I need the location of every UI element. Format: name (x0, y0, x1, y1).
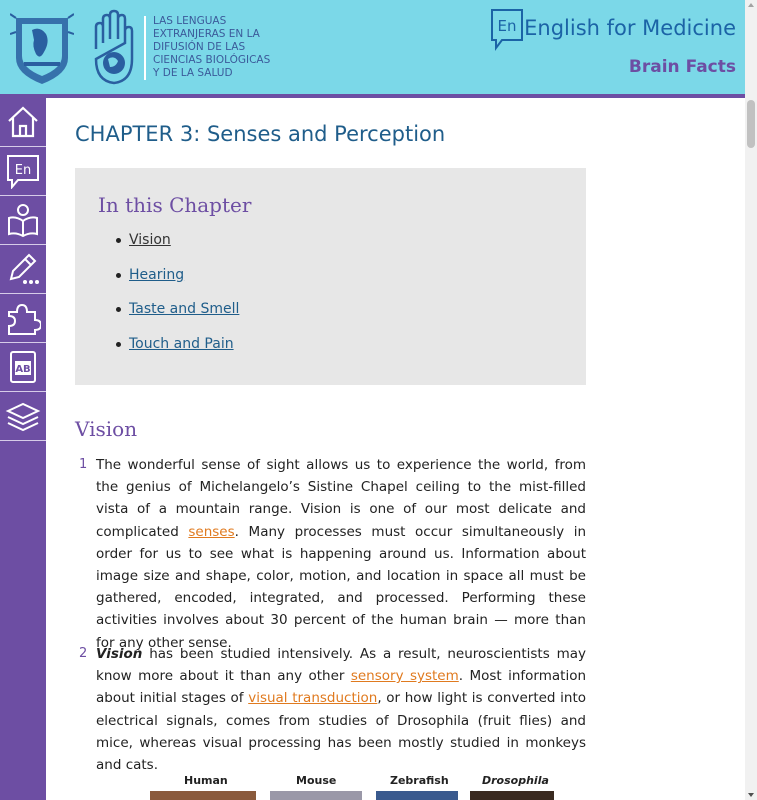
sidebar-item-english[interactable] (0, 147, 46, 196)
site-header (0, 0, 745, 98)
toc-item (129, 297, 239, 332)
scroll-up-arrow-icon[interactable] (748, 3, 754, 7)
figure-image-human (150, 791, 256, 800)
toc-list (129, 228, 239, 367)
reading-icon (5, 202, 41, 238)
layers-icon (5, 398, 41, 434)
dept-line: EXTRANJERAS EN LA (153, 28, 260, 40)
paragraph-number: 2 (79, 646, 88, 661)
emphasis-text: Vision (96, 646, 143, 662)
home-icon (5, 104, 41, 140)
figure-image-drosophila (470, 791, 554, 800)
figure-label: Human (184, 774, 228, 787)
dept-line: LAS LENGUAS (153, 15, 227, 27)
site-subtitle: Brain Facts (628, 57, 736, 77)
toc-title: In this Chapter (98, 193, 252, 217)
toc-item (129, 228, 239, 263)
sidebar-item-writing[interactable] (0, 245, 46, 294)
dept-line: DIFUSIÓN DE LAS (153, 41, 246, 53)
vertical-scrollbar[interactable] (745, 0, 757, 800)
paragraph (79, 643, 587, 776)
scrollbar-thumb[interactable] (747, 100, 755, 148)
toc-item (129, 332, 239, 367)
sidebar-item-home[interactable] (0, 98, 46, 147)
paragraph-text: . Most information about initial stages of (96, 668, 587, 707)
paragraph-text: . Many processes must occur simultaneously in order for us to see what is happening around us. Information about image size and shape, color, motion, and location in space all must be gathered, encoded, integrated, and processed. Performing these activities involves about 30 percent of the human brain — more than for any other sense. (96, 523, 587, 651)
glossary-term[interactable]: senses (188, 523, 235, 540)
hand-globe-logo (90, 9, 138, 85)
dictionary-icon (5, 349, 41, 385)
toc-link-vision[interactable]: Vision (129, 232, 171, 248)
dictionary-icon-text: AB (15, 364, 31, 375)
main-content (46, 98, 745, 800)
en-icon (5, 153, 41, 189)
glossary-term[interactable]: sensory system (350, 668, 459, 685)
paragraph-text: has been studied intensively. As a result, neuroscientists may know more about it than any other (96, 646, 586, 685)
section-title: Vision (75, 417, 138, 441)
pencil-icon (5, 251, 41, 287)
paragraph (79, 454, 587, 654)
en-icon-text: En (14, 163, 32, 178)
toc-item (129, 263, 239, 298)
speech-bubble-en-icon (489, 7, 525, 51)
header-divider (144, 16, 146, 80)
unam-seal-logo (10, 12, 74, 86)
figure-image-mouse (270, 791, 362, 800)
toc-link-hearing[interactable]: Hearing (129, 266, 185, 283)
site-title[interactable]: English for Medicine (524, 16, 736, 40)
figure-image-zebrafish (376, 791, 458, 800)
sidebar-nav (0, 98, 46, 800)
dept-line: CIENCIAS BIOLÓGICAS (153, 54, 271, 66)
brand-icon-text: En (497, 17, 517, 35)
toc-link-taste-smell[interactable]: Taste and Smell (129, 301, 240, 318)
glossary-term[interactable]: visual transduction (248, 690, 378, 707)
department-name (153, 15, 293, 80)
paragraph-text: , or how light is converted into electrical signals, comes from studies of Drosophila (fruit flies) and mice, whereas visual processing has been mostly studied in monkeys and cats. (96, 690, 586, 774)
puzzle-icon (5, 300, 41, 336)
chapter-title: CHAPTER 3: Senses and Perception (75, 122, 446, 146)
sidebar-item-exercises[interactable] (0, 294, 46, 343)
figure-label: Zebrafish (390, 774, 449, 787)
figure-label: Mouse (296, 774, 337, 787)
toc-link-touch-pain[interactable]: Touch and Pain (129, 336, 234, 353)
scroll-down-arrow-icon[interactable] (748, 793, 754, 797)
dept-line: Y DE LA SALUD (153, 67, 233, 79)
paragraph-number: 1 (79, 457, 88, 472)
sidebar-item-dictionary[interactable] (0, 343, 46, 392)
paragraph-text: The wonderful sense of sight allows us to experience the world, from the genius of Michelangelo’s Sistine Chapel ceiling to the mist-filled vista of a mountain range. Vision is one of our most delicate and complicated (96, 457, 586, 540)
sidebar-item-reading[interactable] (0, 196, 46, 245)
sidebar-item-resources[interactable] (0, 392, 46, 441)
chapter-toc (75, 168, 586, 385)
figure-label: Drosophila (482, 774, 549, 787)
